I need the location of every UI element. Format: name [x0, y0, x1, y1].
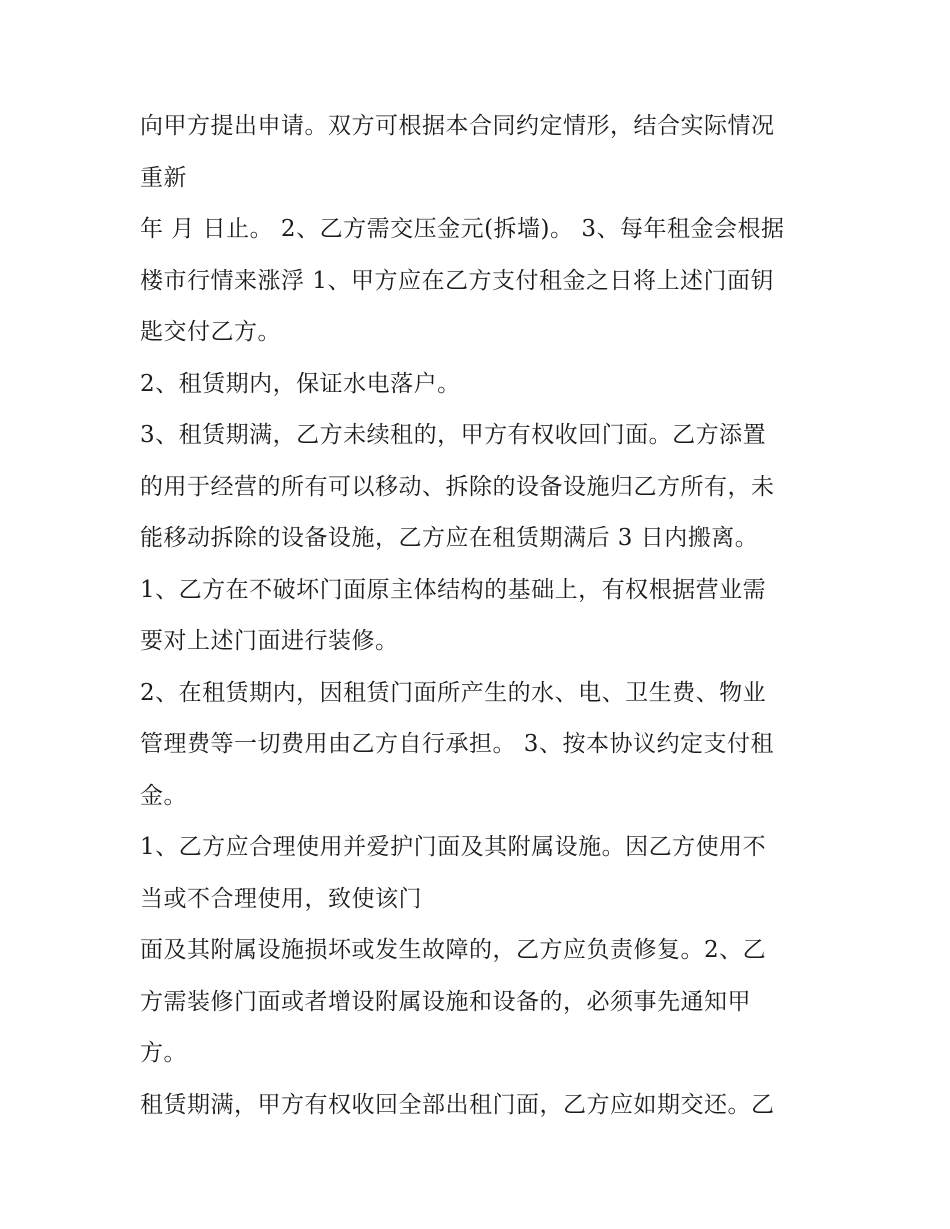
- text-line: 3、租赁期满，乙方未续租的，甲方有权收回门面。乙方添置: [140, 422, 767, 448]
- text-line: 当或不合理使用，致使该门: [140, 885, 422, 912]
- text-line: 要对上述门面进行装修。: [140, 628, 399, 654]
- text-line: 金。: [140, 782, 187, 809]
- text-line: 2、租赁期内，保证水电落户。: [140, 370, 461, 397]
- text-line: 方需装修门面或者增设附属设施和设备的，必须事先通知甲: [140, 988, 751, 1015]
- text-line: 1、乙方在不破坏门面原主体结构的基础上，有权根据营业需: [140, 576, 767, 603]
- text-line: 2、在租赁期内，因租赁门面所产生的水、电、卫生费、物业: [140, 679, 767, 706]
- text-line: 能移动拆除的设备设施，乙方应在租赁期满后 3 日内搬离。: [140, 525, 759, 551]
- text-line: 年 月 日止。 2、乙方需交压金元(拆墙)。 3、每年租金会根据: [140, 216, 785, 242]
- text-line: 租赁期满，甲方有权收回全部出租门面，乙方应如期交还。乙: [140, 1091, 775, 1118]
- text-line: 方。: [140, 1040, 187, 1066]
- text-line: 向甲方提出申请。双方可根据本合同约定情形，结合实际情况: [140, 113, 775, 139]
- text-line: 管理费等一切费用由乙方自行承担。 3、按本协议约定支付租: [140, 731, 774, 757]
- text-line: 1、乙方应合理使用并爱护门面及其附属设施。因乙方使用不: [140, 834, 767, 860]
- text-line: 面及其附属设施损坏或发生故障的，乙方应负责修复。2、乙: [140, 937, 767, 963]
- document-body: [140, 101, 830, 1131]
- text-line: 重新: [140, 164, 187, 191]
- text-line: 的用于经营的所有可以移动、拆除的设备设施归乙方所有，未: [140, 473, 775, 500]
- text-line: 楼市行情来涨浮 1、甲方应在乙方支付租金之日将上述门面钥: [140, 267, 774, 294]
- text-line: 匙交付乙方。: [140, 319, 281, 345]
